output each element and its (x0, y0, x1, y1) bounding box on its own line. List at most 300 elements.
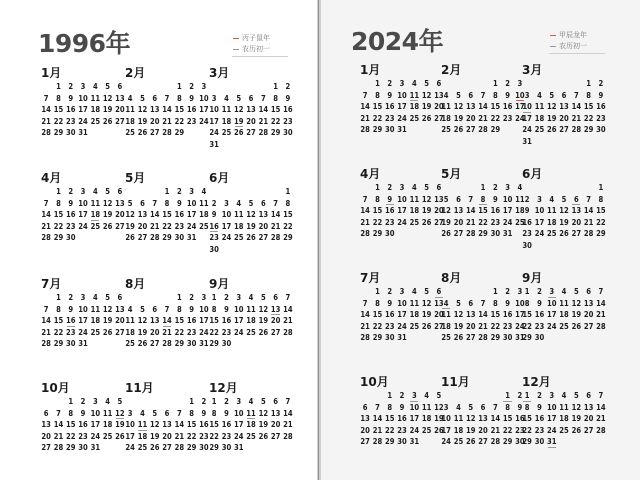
day-cell: 15 (583, 102, 594, 112)
day-cell: 10 (409, 402, 420, 412)
day-cell: 16 (65, 210, 76, 220)
day-cell: 1 (176, 82, 182, 91)
month-name: 7月 (41, 277, 62, 291)
day-cell: 18 (125, 327, 135, 337)
day-cell: 8 (477, 194, 489, 206)
day-cell: 14 (41, 105, 51, 115)
day-cell: 28 (41, 233, 51, 243)
day-cell: 17 (502, 206, 513, 216)
day-cell: 28 (53, 443, 64, 453)
day-cell: 31 (233, 443, 244, 453)
day-cell: 25 (453, 437, 464, 447)
day-cell: 28 (162, 339, 172, 349)
day-cell: 4 (411, 79, 417, 88)
day-cell: 22 (522, 321, 532, 331)
day-cell: 22 (478, 217, 488, 227)
day-cell: 6 (436, 183, 442, 192)
day-cell: 26 (246, 233, 256, 243)
day-cell: 30 (384, 125, 395, 135)
day-cell: 20 (360, 425, 370, 435)
day-cell: 24 (546, 425, 557, 435)
day-cell: 10 (90, 408, 101, 418)
day-cell: 21 (465, 217, 476, 227)
day-cell: 27 (583, 321, 594, 331)
day-cell: 22 (372, 321, 383, 331)
day-cell: 15 (478, 206, 488, 216)
day-cell: 27 (360, 437, 370, 447)
day-cell: 9 (224, 304, 229, 314)
day-cell: 13 (583, 402, 594, 412)
day-cell: 14 (283, 408, 293, 418)
day-cell: 18 (441, 321, 451, 331)
day-cell: 14 (478, 102, 488, 112)
day-cell: 8 (586, 90, 592, 100)
day-cell: 22 (186, 431, 197, 441)
day-cell: 16 (515, 414, 525, 424)
day-cell: 6 (152, 304, 158, 314)
day-cell: 21 (162, 116, 172, 126)
day-cell: 12 (421, 194, 432, 204)
day-cell: 29 (490, 333, 501, 343)
day-cell: 14 (270, 210, 281, 220)
month-name: 4月 (41, 171, 62, 185)
month-name: 7月 (360, 271, 381, 285)
day-cell: 27 (478, 437, 488, 447)
day-cell: 6 (43, 408, 49, 418)
day-cell: 30 (515, 437, 525, 447)
day-cell: 10 (233, 304, 244, 314)
day-cell: 29 (53, 128, 64, 138)
day-cell: 18 (246, 420, 256, 430)
day-cell: 10 (522, 102, 532, 112)
day-cell: 16 (534, 310, 545, 320)
month-name: 2月 (441, 63, 462, 77)
day-cell: 26 (149, 443, 160, 453)
day-cell: 16 (174, 210, 185, 220)
day-cell: 1 (521, 390, 533, 402)
day-cell: 19 (258, 420, 269, 430)
day-cell: 6 (164, 408, 170, 418)
day-cell: 3 (236, 397, 242, 406)
day-cell: 13 (137, 210, 148, 220)
day-cell: 17 (441, 425, 451, 435)
day-cell: 11 (90, 198, 101, 208)
day-cell: 29 (372, 125, 383, 135)
day-cell: 17 (397, 102, 407, 112)
day-cell: 18 (559, 310, 569, 320)
day-cell: 10 (199, 93, 209, 103)
day-cell: 7 (480, 298, 486, 308)
day-cell: 29 (372, 333, 383, 343)
day-cell: 27 (115, 327, 125, 337)
day-cell: 2 (517, 391, 523, 400)
day-cell: 21 (283, 316, 293, 326)
day-cell: 16 (397, 414, 407, 424)
legend (550, 30, 587, 52)
day-cell: 25 (90, 327, 101, 337)
day-cell: 5 (140, 304, 145, 314)
day-cell: 26 (233, 128, 244, 138)
day-cell: 18 (137, 431, 148, 441)
day-cell: 19 (453, 113, 464, 123)
day-cell: 28 (478, 333, 488, 343)
day-cell: 22 (372, 113, 383, 123)
day-cell: 27 (434, 321, 444, 331)
day-cell: 7 (362, 90, 368, 100)
year-title: 2024年 (351, 27, 444, 56)
day-cell: 31 (546, 437, 557, 447)
day-cell: 10 (199, 304, 209, 314)
day-cell: 5 (468, 402, 474, 412)
day-cell: 2 (387, 183, 393, 192)
day-cell: 18 (409, 206, 420, 216)
day-cell: 27 (583, 425, 594, 435)
day-cell: 5 (236, 93, 242, 103)
day-cell: 30 (65, 339, 76, 349)
day-cell: 26 (453, 125, 464, 135)
day-cell: 10 (78, 198, 88, 208)
day-cell: 4 (92, 82, 98, 91)
day-cell: 20 (465, 113, 476, 123)
day-cell: 16 (221, 316, 232, 326)
day-cell: 28 (596, 321, 606, 331)
day-cell: 20 (258, 221, 269, 231)
day-cell: 1 (586, 79, 592, 88)
day-cell: 29 (283, 233, 293, 243)
day-cell: 24 (546, 321, 557, 331)
day-cell: 12 (421, 298, 432, 308)
day-cell: 16 (490, 206, 501, 216)
day-cell: 19 (434, 414, 444, 424)
day-cell: 15 (372, 310, 383, 320)
day-cell: 20 (583, 310, 594, 320)
day-cell: 8 (68, 408, 74, 418)
day-cell: 15 (174, 105, 185, 115)
day-cell: 23 (515, 425, 525, 435)
day-cell: 31 (186, 233, 197, 243)
day-cell: 15 (174, 316, 185, 326)
day-cell: 11 (559, 402, 569, 412)
day-cell: 14 (571, 102, 582, 112)
day-cell: 1 (480, 183, 486, 192)
day-cell: 24 (233, 327, 244, 337)
day-cell: 5 (105, 82, 111, 91)
day-cell: 5 (549, 90, 555, 100)
day-cell: 13 (559, 102, 569, 112)
month-name: 3月 (522, 63, 543, 77)
day-cell: 3 (537, 194, 542, 204)
day-cell: 14 (583, 206, 594, 216)
day-cell: 4 (105, 397, 111, 406)
day-cell: 15 (502, 414, 513, 424)
legend-lunar-day: 农历初一 (242, 45, 270, 53)
day-cell: 28 (283, 327, 293, 337)
day-cell: 2 (505, 79, 511, 88)
day-cell: 14 (258, 105, 269, 115)
day-cell: 1 (492, 79, 498, 88)
day-cell: 17 (209, 116, 219, 126)
day-cell: 10 (78, 304, 88, 314)
day-cell: 12 (102, 198, 113, 208)
day-cell: 24 (90, 431, 101, 441)
month-block (521, 62, 621, 148)
day-cell: 10 (397, 298, 407, 308)
day-cell: 14 (360, 310, 370, 320)
day-cell: 27 (270, 327, 281, 337)
day-cell: 22 (502, 425, 513, 435)
day-cell: 9 (384, 194, 396, 206)
day-cell: 4 (248, 293, 254, 302)
day-cell: 16 (65, 316, 76, 326)
day-cell: 26 (571, 321, 582, 331)
day-cell: 7 (573, 90, 579, 100)
day-cell: 25 (441, 333, 451, 343)
day-cell: 4 (92, 293, 98, 302)
day-cell: 28 (571, 125, 582, 135)
calendar-page-1996 (0, 0, 317, 480)
day-cell: 23 (502, 321, 513, 331)
day-cell: 20 (115, 316, 125, 326)
day-cell: 16 (384, 206, 395, 216)
day-cell: 11 (125, 316, 135, 326)
day-cell: 9 (189, 93, 195, 103)
day-cell: 14 (596, 402, 606, 412)
day-cell: 16 (384, 310, 395, 320)
day-cell: 5 (140, 93, 145, 103)
day-cell: 30 (384, 229, 395, 239)
day-cell: 10 (546, 402, 557, 412)
day-cell: 3 (399, 79, 405, 88)
day-cell: 17 (397, 206, 407, 216)
day-cell: 19 (258, 316, 269, 326)
day-cell: 27 (149, 339, 160, 349)
day-cell: 27 (258, 233, 269, 243)
day-cell: 21 (490, 425, 501, 435)
day-cell: 26 (258, 431, 269, 441)
day-cell: 31 (502, 229, 513, 239)
day-cell: 15 (372, 206, 383, 216)
day-cell: 5 (260, 293, 266, 302)
day-cell: 6 (117, 82, 123, 91)
day-grid (521, 286, 621, 344)
day-cell: 21 (360, 321, 370, 331)
day-cell: 21 (372, 425, 383, 435)
day-cell: 22 (162, 221, 172, 231)
day-cell: 19 (421, 310, 432, 320)
day-cell: 13 (434, 194, 444, 204)
month-name: 2月 (125, 66, 146, 80)
day-cell: 26 (137, 128, 148, 138)
day-cell: 7 (285, 397, 291, 406)
day-grid (208, 186, 308, 256)
legend-row-lunar-day (233, 44, 270, 55)
day-cell: 20 (559, 113, 569, 123)
day-cell: 30 (384, 333, 395, 343)
day-cell: 20 (41, 431, 51, 441)
day-cell: 1 (189, 397, 195, 406)
day-cell: 12 (465, 414, 476, 424)
day-cell: 23 (384, 217, 395, 227)
day-cell: 8 (189, 408, 195, 418)
day-cell: 24 (515, 113, 525, 123)
day-cell: 29 (174, 128, 185, 138)
day-cell: 14 (372, 414, 383, 424)
day-cell: 8 (375, 90, 380, 100)
legend-divider (549, 53, 605, 54)
day-cell: 26 (441, 229, 451, 239)
day-cell: 29 (270, 128, 281, 138)
month-name: 3月 (209, 66, 230, 80)
day-cell: 27 (246, 128, 256, 138)
day-cell: 14 (41, 210, 51, 220)
day-cell: 14 (465, 206, 476, 216)
day-cell: 19 (441, 217, 451, 227)
day-cell: 21 (583, 217, 594, 227)
day-cell: 7 (273, 198, 279, 208)
day-cell: 1 (211, 293, 217, 302)
day-cell: 30 (78, 443, 88, 453)
day-cell: 16 (502, 310, 513, 320)
day-cell: 24 (125, 443, 135, 453)
day-cell: 1 (387, 391, 393, 400)
day-cell: 2 (285, 82, 291, 91)
day-cell: 1 (285, 187, 291, 196)
day-cell: 5 (436, 391, 442, 400)
legend-lunar-year: 丙子鼠年 (242, 34, 270, 42)
day-cell: 9 (68, 304, 74, 314)
day-cell: 31 (409, 437, 420, 447)
day-cell: 23 (490, 217, 501, 227)
day-cell: 9 (387, 298, 393, 308)
day-cell: 22 (372, 217, 383, 227)
day-cell: 3 (211, 93, 217, 103)
day-cell: 23 (65, 116, 76, 126)
month-block (208, 380, 308, 454)
day-cell: 11 (559, 298, 569, 308)
day-cell: 23 (384, 321, 395, 331)
month-name: 9月 (209, 277, 230, 291)
day-cell: 7 (362, 194, 368, 204)
day-cell: 6 (586, 287, 592, 296)
day-cell: 1 (56, 187, 61, 196)
day-cell: 20 (246, 116, 256, 126)
day-cell: 20 (270, 420, 281, 430)
month-block (521, 270, 621, 344)
day-cell: 6 (248, 93, 254, 103)
day-cell: 22 (209, 431, 219, 441)
day-cell: 1 (524, 287, 530, 296)
day-cell: 29 (372, 229, 383, 239)
day-cell: 22 (53, 116, 64, 126)
day-cell: 19 (115, 420, 125, 430)
day-cell: 6 (436, 79, 442, 88)
day-cell: 17 (186, 210, 197, 220)
day-cell: 4 (127, 304, 133, 314)
day-cell: 11 (409, 298, 420, 308)
gray-dash-icon (233, 49, 239, 50)
day-cell: 3 (399, 287, 405, 296)
day-cell: 30 (65, 128, 76, 138)
day-cell: 20 (115, 105, 125, 115)
day-cell: 22 (384, 425, 395, 435)
day-cell: 21 (149, 221, 160, 231)
day-cell: 29 (53, 233, 64, 243)
day-cell: 25 (125, 339, 135, 349)
day-cell: 23 (186, 327, 197, 337)
day-cell: 1 (375, 183, 380, 192)
day-cell: 27 (41, 443, 51, 453)
day-cell: 18 (199, 210, 209, 220)
day-cell: 16 (65, 105, 76, 115)
day-cell: 30 (221, 339, 232, 349)
day-cell: 28 (372, 437, 383, 447)
day-cell: 25 (559, 425, 569, 435)
day-cell: 16 (522, 217, 532, 227)
day-cell: 30 (65, 233, 76, 243)
day-cell: 9 (505, 298, 511, 308)
day-cell: 7 (56, 408, 61, 418)
day-cell: 25 (421, 425, 432, 435)
day-cell: 18 (90, 210, 101, 220)
day-cell: 15 (384, 414, 395, 424)
day-cell: 17 (199, 316, 209, 326)
day-cell: 21 (596, 414, 606, 424)
day-cell: 13 (571, 206, 582, 216)
month-name: 12月 (522, 375, 551, 389)
month-block (208, 170, 308, 256)
day-cell: 20 (149, 327, 160, 337)
day-cell: 19 (233, 116, 244, 126)
day-cell: 17 (397, 310, 407, 320)
day-cell: 23 (209, 233, 219, 243)
day-cell: 5 (573, 391, 579, 400)
day-cell: 10 (397, 90, 407, 100)
day-cell: 17 (515, 102, 525, 112)
day-cell: 9 (537, 298, 542, 308)
day-cell: 21 (283, 420, 293, 430)
day-cell: 26 (137, 339, 148, 349)
day-cell: 2 (387, 287, 393, 296)
day-cell: 9 (537, 402, 542, 412)
day-cell: 6 (152, 93, 158, 103)
day-cell: 6 (260, 198, 266, 208)
day-cell: 15 (270, 105, 281, 115)
day-cell: 15 (209, 316, 219, 326)
day-cell: 3 (524, 90, 530, 100)
day-cell: 30 (199, 443, 209, 453)
day-cell: 20 (137, 221, 148, 231)
legend-divider (232, 56, 288, 57)
day-cell: 28 (360, 229, 370, 239)
day-cell: 18 (409, 102, 420, 112)
day-cell: 31 (397, 333, 407, 343)
day-cell: 25 (409, 113, 420, 123)
day-cell: 22 (283, 221, 293, 231)
day-cell: 9 (68, 198, 74, 208)
day-cell: 3 (517, 79, 523, 88)
day-cell: 7 (586, 194, 592, 204)
day-cell: 29 (174, 339, 185, 349)
month-name: 6月 (209, 171, 230, 185)
day-cell: 5 (105, 187, 111, 196)
day-cell: 9 (80, 408, 86, 418)
day-cell: 12 (115, 408, 125, 418)
day-cell: 24 (186, 221, 197, 231)
day-cell: 31 (78, 128, 88, 138)
day-cell: 6 (273, 293, 279, 302)
day-cell: 20 (162, 431, 172, 441)
day-cell: 15 (186, 420, 197, 430)
